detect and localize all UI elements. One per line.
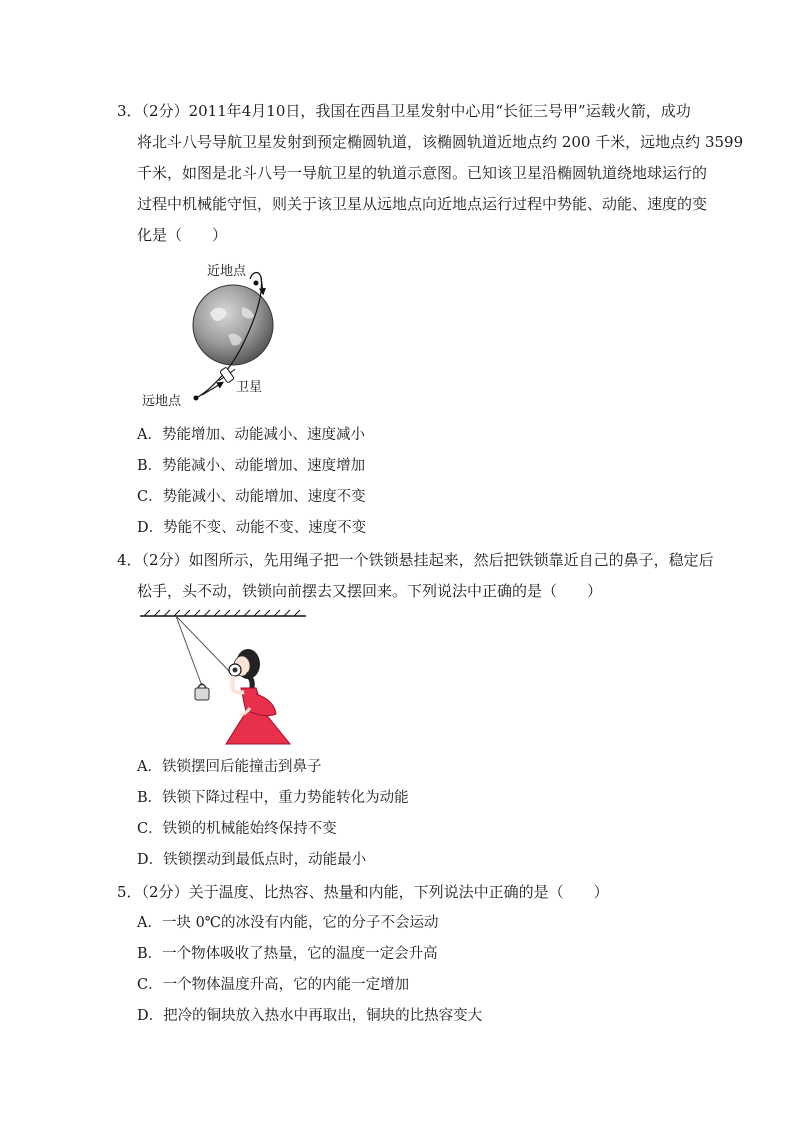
question-3-line-4: 过程中机械能守恒，则关于该卫星从远地点向近地点运行过程中势能、动能、速度的变 <box>137 195 708 213</box>
question-4-option-a: A．铁锁摆回后能撞击到鼻子 <box>137 759 322 775</box>
question-4-option-d: D．铁锁摆动到最低点时，动能最小 <box>137 852 367 868</box>
iron-lock-pendulum-figure <box>138 608 313 748</box>
question-3-option-c: C．势能减小、动能增加、速度不变 <box>137 489 366 505</box>
iron-lock-icon <box>195 684 209 700</box>
apogee-point <box>194 396 199 401</box>
perigee-point <box>254 281 259 286</box>
question-3-option-a: A．势能增加、动能减小、速度减小 <box>137 427 365 443</box>
question-4-line-1: 4．（2分）如图所示，先用绳子把一个铁锁悬挂起来，然后把铁锁靠近自己的鼻子，稳定后 <box>117 551 714 569</box>
question-3-line-2: 将北斗八号导航卫星发射到预定椭圆轨道，该椭圆轨道近地点约 200 千米，远地点约 3599 <box>137 133 744 151</box>
apogee-label: 远地点 <box>142 394 182 409</box>
question-5-option-d: D．把冷的铜块放入热水中再取出，铜块的比热容变大 <box>137 1008 483 1024</box>
question-4-line-2: 松手，头不动，铁锁向前摆去又摆回来。下列说法中正确的是（ ） <box>137 582 603 600</box>
question-5-option-b: B．一个物体吸收了热量，它的温度一定会升高 <box>137 946 438 962</box>
question-3-line-3: 千米，如图是北斗八号一导航卫星的轨道示意图。已知该卫星沿椭圆轨道绕地球运行的 <box>137 164 708 182</box>
question-3-line-5: 化是（ ） <box>137 226 228 244</box>
earth-icon <box>193 285 273 365</box>
satellite-label: 卫星 <box>236 380 263 395</box>
girl-figure <box>226 649 290 744</box>
question-3-line-1: 3．（2分）2011年4月10日，我国在西昌卫星发射中心用“长征三号甲”运载火箭，成功 <box>117 102 691 120</box>
rope-swing <box>176 616 202 686</box>
question-3-option-b: B．势能减小、动能增加、速度增加 <box>137 458 366 474</box>
perigee-label: 近地点 <box>207 264 247 279</box>
question-5-option-a: A．一块 0℃的冰没有内能，它的分子不会运动 <box>137 915 439 931</box>
ceiling-hatch <box>144 610 300 616</box>
question-5-option-c: C．一个物体温度升高，它的内能一定增加 <box>137 977 410 993</box>
satellite-orbit-figure <box>130 255 290 415</box>
question-3-option-d: D．势能不变、动能不变、速度不变 <box>137 520 367 536</box>
question-5-line-1: 5．（2分）关于温度、比热容、热量和内能，下列说法中正确的是（ ） <box>117 883 609 901</box>
question-4-option-c: C．铁锁的机械能始终保持不变 <box>137 821 337 837</box>
question-4-option-b: B．铁锁下降过程中，重力势能转化为动能 <box>137 790 409 806</box>
rope-hold <box>176 616 230 672</box>
